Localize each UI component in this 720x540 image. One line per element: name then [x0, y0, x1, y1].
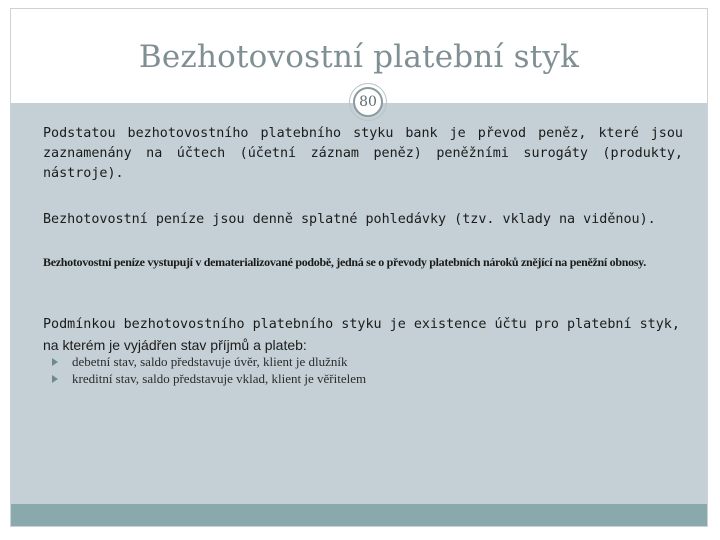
paragraph-deposits: Bezhotovostní peníze jsou denně splatné pohledávky (tzv. vklady na viděnou). — [43, 212, 656, 227]
bullet-list — [52, 353, 366, 387]
bullet-text-credit: kreditní stav, saldo představuje vklad, klient je věřitelem — [72, 371, 367, 386]
paragraph-account-main: Podmínkou bezhotovostního platebního styku je existence účtu pro platební styk, — [43, 317, 680, 332]
page-number-badge — [353, 87, 383, 117]
bullet-text-debit: debetní stav, saldo představuje úvěr, klient je dlužník — [72, 354, 348, 369]
paragraph-account-condition — [43, 313, 683, 357]
paragraph-account-tail: na kterém je vyjádřen stav příjmů a plateb: — [43, 337, 307, 353]
paragraph-definition: Podstatou bezhotovostního platebního styku bank je převod peněz, které jsou zaznamenány na účtech (účetní záznam peněz) peněžními surogáty (produkty, nástroje). — [43, 126, 683, 181]
arrow-bullet-icon — [52, 358, 58, 366]
footer-bar — [11, 504, 707, 526]
paragraph-dematerialized: Bezhotovostní peníze vystupují v dematerializované podobě, jedná se o převody platebních nároků znějící na peněžní obnosy. — [43, 255, 646, 269]
slide-title: Bezhotovostní platební styk — [138, 39, 580, 75]
page-number: 80 — [359, 94, 377, 110]
list-item — [52, 353, 366, 370]
arrow-bullet-icon — [52, 375, 58, 383]
list-item — [52, 370, 366, 387]
